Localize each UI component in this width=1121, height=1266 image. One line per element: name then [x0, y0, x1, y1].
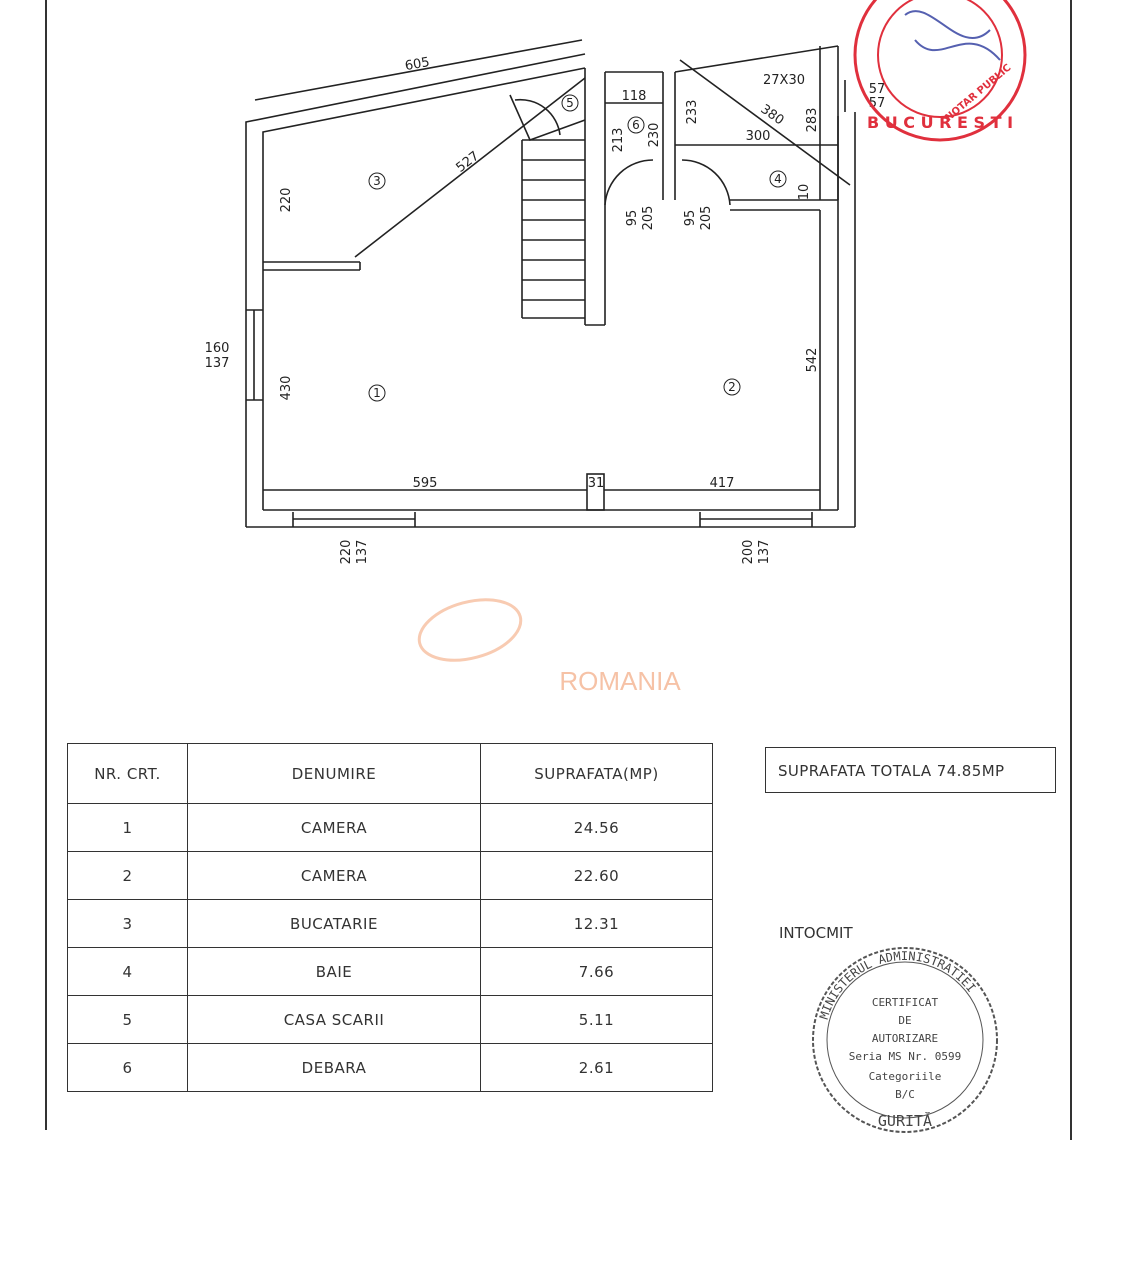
- cell-name: BUCATARIE: [188, 900, 481, 948]
- notary-stamp-city: B U C U R E S T I: [866, 113, 1014, 132]
- cell-nr: 4: [68, 948, 188, 996]
- table-row: [68, 804, 713, 852]
- dim-380: 380: [757, 101, 787, 129]
- table-row: [68, 852, 713, 900]
- total-area-box: SUPRAFATA TOTALA 74.85MP: [765, 747, 1056, 793]
- dim-95-right: 95: [683, 209, 698, 227]
- intocmit-label: INTOCMIT: [779, 924, 853, 942]
- cell-nr: 6: [68, 1044, 188, 1092]
- room-number-5: 5: [566, 96, 574, 110]
- dim-595: 595: [412, 476, 438, 491]
- room-number-1: 1: [373, 386, 381, 400]
- dim-230: 230: [647, 122, 662, 148]
- auth-stamp-line7: GURITĂ: [877, 1112, 933, 1130]
- table-header-row: [68, 744, 713, 804]
- dim-213: 213: [611, 127, 626, 153]
- auth-stamp-line5: Categoriile: [868, 1070, 942, 1083]
- dim-137-left: 137: [204, 356, 230, 371]
- room-number-2: 2: [728, 380, 736, 394]
- cell-area: 5.11: [481, 996, 713, 1044]
- table-row: [68, 996, 713, 1044]
- cell-nr: 2: [68, 852, 188, 900]
- header-name: DENUMIRE: [188, 744, 481, 804]
- cell-nr: 1: [68, 804, 188, 852]
- dim-205-right: 205: [699, 205, 714, 231]
- table-row: [68, 1044, 713, 1092]
- room-number-4: 4: [774, 172, 782, 186]
- dim-233: 233: [685, 99, 700, 125]
- cell-nr: 3: [68, 900, 188, 948]
- dim-57-bottom: 57: [868, 96, 886, 111]
- cell-nr: 5: [68, 996, 188, 1044]
- dim-27x30: 27X30: [763, 73, 805, 88]
- auth-stamp-line6: B/C: [895, 1088, 915, 1101]
- room-markers: [369, 95, 786, 401]
- dim-10: 10: [797, 183, 812, 201]
- watermark: [413, 589, 682, 696]
- auth-stamp-line4: Seria MS Nr. 0599: [848, 1050, 962, 1063]
- dim-430: 430: [279, 375, 294, 401]
- dim-57-top: 57: [868, 82, 886, 97]
- cell-name: DEBARA: [188, 1044, 481, 1092]
- cell-area: 7.66: [481, 948, 713, 996]
- cell-name: BAIE: [188, 948, 481, 996]
- rooms-table: [67, 743, 713, 1092]
- auth-stamp-line2: DE: [898, 1014, 912, 1027]
- dim-205-left: 205: [641, 205, 656, 231]
- dim-283: 283: [805, 107, 820, 133]
- cell-name: CASA SCARII: [188, 996, 481, 1044]
- watermark-text: ROMANIA: [559, 666, 681, 696]
- auth-stamp-line3: AUTORIZARE: [871, 1032, 939, 1045]
- notary-stamp: [855, 0, 1025, 140]
- dim-95-left: 95: [625, 209, 640, 227]
- cell-area: 2.61: [481, 1044, 713, 1092]
- cell-area: 24.56: [481, 804, 713, 852]
- dim-118: 118: [621, 89, 647, 104]
- cell-name: CAMERA: [188, 852, 481, 900]
- room-number-6: 6: [632, 118, 640, 132]
- dim-137-bottom-right: 137: [757, 539, 772, 565]
- auth-stamp-ring: MINISTERUL ADMINISTRATIEI: [816, 948, 979, 1022]
- header-area: SUPRAFATA(MP): [481, 744, 713, 804]
- cell-name: CAMERA: [188, 804, 481, 852]
- dim-31: 31: [587, 476, 605, 491]
- dim-542: 542: [805, 347, 820, 373]
- cell-area: 22.60: [481, 852, 713, 900]
- auth-stamp-line1: CERTIFICAT: [871, 996, 939, 1009]
- cell-area: 12.31: [481, 900, 713, 948]
- dimension-labels: [205, 55, 886, 564]
- dim-605: 605: [403, 55, 431, 75]
- dim-137-bottom-left: 137: [355, 539, 370, 565]
- dim-527: 527: [453, 148, 483, 176]
- dim-220-bottom: 220: [339, 539, 354, 565]
- table-row: [68, 948, 713, 996]
- table-row: [68, 900, 713, 948]
- dim-220: 220: [279, 187, 294, 213]
- header-nr: NR. CRT.: [68, 744, 188, 804]
- dim-417: 417: [709, 476, 735, 491]
- authorization-stamp: [795, 940, 1015, 1140]
- dim-200: 200: [741, 539, 756, 565]
- dim-160: 160: [204, 341, 230, 356]
- notary-stamp-side: NOTAR PUBLIC: [943, 62, 1014, 124]
- room-number-3: 3: [373, 174, 381, 188]
- dim-300: 300: [745, 129, 771, 144]
